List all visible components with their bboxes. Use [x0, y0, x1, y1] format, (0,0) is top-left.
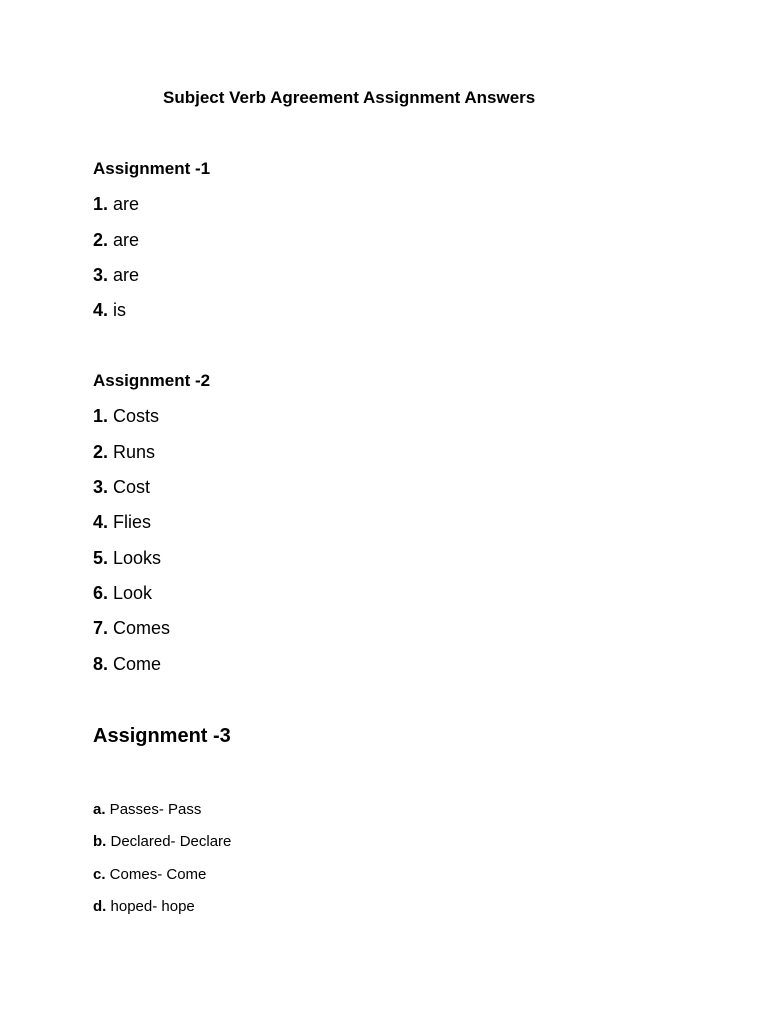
list-item: [93, 477, 150, 498]
list-item: [93, 265, 139, 286]
list-item: [93, 194, 139, 215]
list-item: [93, 230, 139, 251]
item-answer: Cost: [108, 477, 151, 497]
list-item: [93, 548, 161, 569]
item-answer: Look: [108, 583, 153, 603]
item-number: 1.: [93, 194, 109, 214]
item-number: 5.: [93, 548, 109, 568]
item-answer: Looks: [108, 548, 162, 568]
item-number: 2.: [93, 230, 109, 250]
list-item: [93, 654, 161, 675]
list-item: [93, 583, 152, 604]
item-number: 3.: [93, 477, 109, 497]
list-item: [93, 406, 159, 427]
list-item: [93, 898, 195, 915]
document-title: Subject Verb Agreement Assignment Answers: [163, 88, 536, 107]
item-number: 7.: [93, 618, 109, 638]
list-item: [93, 512, 151, 533]
item-answer: are: [108, 265, 140, 285]
item-answer: Costs: [108, 406, 160, 426]
item-answer: Passes- Pass: [105, 801, 202, 818]
item-number: 4.: [93, 300, 109, 320]
item-number: 4.: [93, 512, 109, 532]
item-answer: are: [108, 194, 140, 214]
assignment-1-heading: Assignment -1: [93, 159, 211, 178]
list-item: [93, 618, 170, 639]
item-letter: d.: [93, 898, 107, 915]
assignment-2-heading: Assignment -2: [93, 371, 211, 390]
item-number: 1.: [93, 406, 109, 426]
item-answer: are: [108, 230, 140, 250]
item-letter: b.: [93, 833, 107, 850]
assignment-3-heading: Assignment -3: [93, 725, 231, 747]
item-number: 6.: [93, 583, 109, 603]
list-item: [93, 801, 201, 818]
item-answer: hoped- hope: [106, 898, 195, 915]
item-answer: Flies: [108, 512, 152, 532]
item-letter: c.: [93, 866, 106, 883]
list-item: [93, 833, 231, 850]
item-number: 3.: [93, 265, 109, 285]
item-answer: Comes: [108, 618, 171, 638]
item-number: 2.: [93, 442, 109, 462]
list-item: [93, 866, 206, 883]
item-answer: Comes- Come: [105, 866, 207, 883]
item-letter: a.: [93, 801, 106, 818]
item-number: 8.: [93, 654, 109, 674]
item-answer: Runs: [108, 442, 156, 462]
item-answer: is: [108, 300, 127, 320]
list-item: [93, 300, 126, 321]
item-answer: Declared- Declare: [106, 833, 232, 850]
item-answer: Come: [108, 654, 162, 674]
list-item: [93, 442, 155, 463]
